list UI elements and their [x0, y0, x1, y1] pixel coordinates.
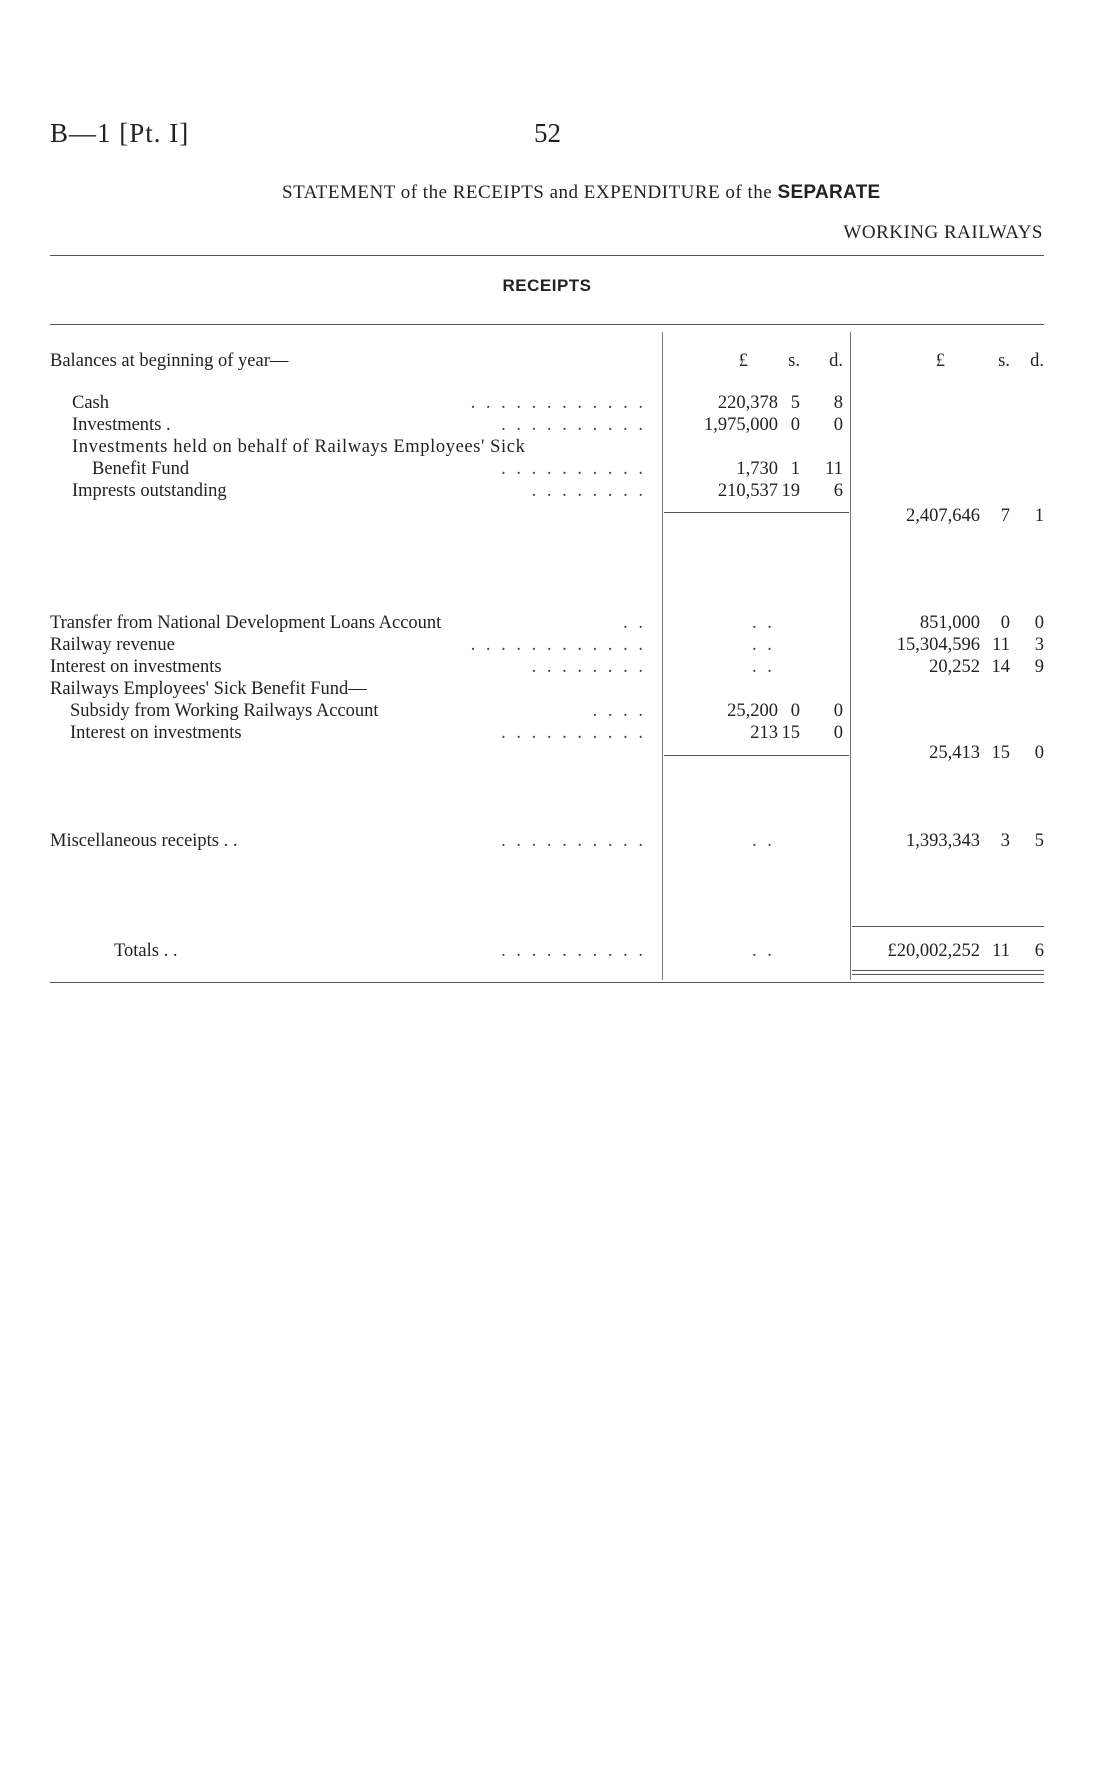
inner-shillings-header: s. — [788, 351, 800, 371]
row-leader-transfer: . . — [623, 613, 646, 633]
cash-pounds: 220,378 — [717, 393, 778, 413]
transfer-shillings: 0 — [1000, 613, 1010, 633]
balances-total-pounds: 2,407,646 — [906, 506, 980, 526]
miscellaneous-pence: 5 — [1034, 831, 1044, 851]
statement-title-line2: WORKING RAILWAYS — [843, 222, 1043, 243]
totals-top-rule — [852, 926, 1044, 927]
row-label-balances: Balances at beginning of year— — [50, 351, 289, 371]
fund-total-pounds: 25,413 — [929, 743, 980, 763]
transfer-pence: 0 — [1034, 613, 1044, 633]
row-label-fund-interest: Interest on investments — [70, 723, 242, 743]
fund-total-shillings: 15 — [991, 743, 1010, 763]
row-label-transfer: Transfer from National Development Loans Account — [50, 613, 442, 633]
totals-shillings: 11 — [992, 941, 1010, 961]
interest-pence: 9 — [1034, 657, 1044, 677]
inner-pence-header: d. — [829, 351, 843, 371]
fund-total-pence: 0 — [1034, 743, 1044, 763]
miscellaneous-shillings: 3 — [1000, 831, 1010, 851]
inner-pound-header: £ — [738, 351, 748, 371]
row-label-railway-revenue: Railway revenue — [50, 635, 175, 655]
totals-double-rule-2 — [852, 974, 1044, 975]
subsidy-pounds: 25,200 — [727, 701, 778, 721]
cash-pence: 8 — [833, 393, 843, 413]
fund-interest-pence: 0 — [833, 723, 843, 743]
row-leader-interest: . . . . . . . . — [531, 657, 646, 677]
document-reference: B—1 [Pt. I] — [50, 118, 190, 148]
imprests-pence: 6 — [833, 481, 843, 501]
row-label-investments-sick-fund: Investments held on behalf of Railways Employees' Sick — [72, 437, 526, 457]
totals-double-rule-1 — [852, 970, 1044, 971]
benefit-fund-shillings: 1 — [790, 459, 800, 479]
row-label-investments: Investments . — [72, 415, 171, 435]
row-leader-cash: . . . . . . . . . . . . — [470, 393, 646, 413]
row-label-benefit-fund: Benefit Fund — [92, 459, 190, 479]
outer-pound-header: £ — [935, 351, 945, 371]
imprests-pounds: 210,537 — [717, 481, 778, 501]
cash-shillings: 5 — [790, 393, 800, 413]
benefit-fund-pounds: 1,730 — [736, 459, 778, 479]
title-prefix: STATEMENT of the RECEIPTS and EXPENDITURE of the — [282, 182, 778, 203]
row-leader-totals: . . . . . . . . . . — [501, 941, 646, 961]
investments-pounds: 1,975,000 — [704, 415, 778, 435]
row-label-cash: Cash — [72, 393, 109, 413]
row-label-imprests: Imprests outstanding — [72, 481, 227, 501]
investments-shillings: 0 — [790, 415, 800, 435]
row-label-sick-benefit-fund: Railways Employees' Sick Benefit Fund— — [50, 679, 367, 699]
railway-revenue-shillings: 11 — [992, 635, 1010, 655]
railway-revenue-pence: 3 — [1034, 635, 1044, 655]
row-leader-railway-revenue: . . . . . . . . . . . . — [470, 635, 646, 655]
row-label-miscellaneous: Miscellaneous receipts . . — [50, 831, 238, 851]
row-label-subsidy: Subsidy from Working Railways Account — [70, 701, 379, 721]
miscellaneous-pounds: 1,393,343 — [906, 831, 980, 851]
subtotal-rule-balances — [664, 512, 849, 513]
row-label-interest: Interest on investments — [50, 657, 222, 677]
subtotal-rule-fund — [664, 755, 849, 756]
benefit-fund-pence: 11 — [825, 459, 843, 479]
outer-pence-header: d. — [1030, 351, 1044, 371]
interest-pounds: 20,252 — [929, 657, 980, 677]
interest-shillings: 14 — [991, 657, 1010, 677]
title-bold: SEPARATE — [777, 182, 881, 203]
table-top-rule — [50, 324, 1044, 325]
statement-title-line1 — [282, 182, 881, 204]
row-leader-miscellaneous: . . . . . . . . . . — [501, 831, 646, 851]
title-rule — [50, 255, 1044, 256]
totals-pence: 6 — [1034, 941, 1044, 961]
subsidy-pence: 0 — [833, 701, 843, 721]
investments-pence: 0 — [833, 415, 843, 435]
column-separator-right — [850, 332, 851, 980]
imprests-shillings: 19 — [781, 481, 800, 501]
transfer-inner-dots: . . — [752, 613, 775, 633]
page-number: 52 — [534, 118, 561, 148]
miscellaneous-inner-dots: . . — [752, 831, 775, 851]
interest-inner-dots: . . — [752, 657, 775, 677]
railway-revenue-inner-dots: . . — [752, 635, 775, 655]
row-label-totals: Totals . . — [114, 941, 178, 961]
row-leader-imprests: . . . . . . . . — [531, 481, 646, 501]
outer-shillings-header: s. — [998, 351, 1010, 371]
balances-total-shillings: 7 — [1000, 506, 1010, 526]
fund-interest-shillings: 15 — [781, 723, 800, 743]
table-bottom-rule — [50, 982, 1044, 983]
balances-total-pence: 1 — [1034, 506, 1044, 526]
fund-interest-pounds: 213 — [750, 723, 778, 743]
row-leader-investments: . . . . . . . . . . — [501, 415, 646, 435]
row-leader-benefit-fund: . . . . . . . . . . — [501, 459, 646, 479]
totals-inner-dots: . . — [752, 941, 775, 961]
totals-pounds: £20,002,252 — [887, 941, 980, 961]
subsidy-shillings: 0 — [790, 701, 800, 721]
transfer-pounds: 851,000 — [919, 613, 980, 633]
row-leader-fund-interest: . . . . . . . . . . — [501, 723, 646, 743]
section-heading: RECEIPTS — [502, 276, 592, 295]
row-leader-subsidy: . . . . — [592, 701, 646, 721]
railway-revenue-pounds: 15,304,596 — [896, 635, 980, 655]
